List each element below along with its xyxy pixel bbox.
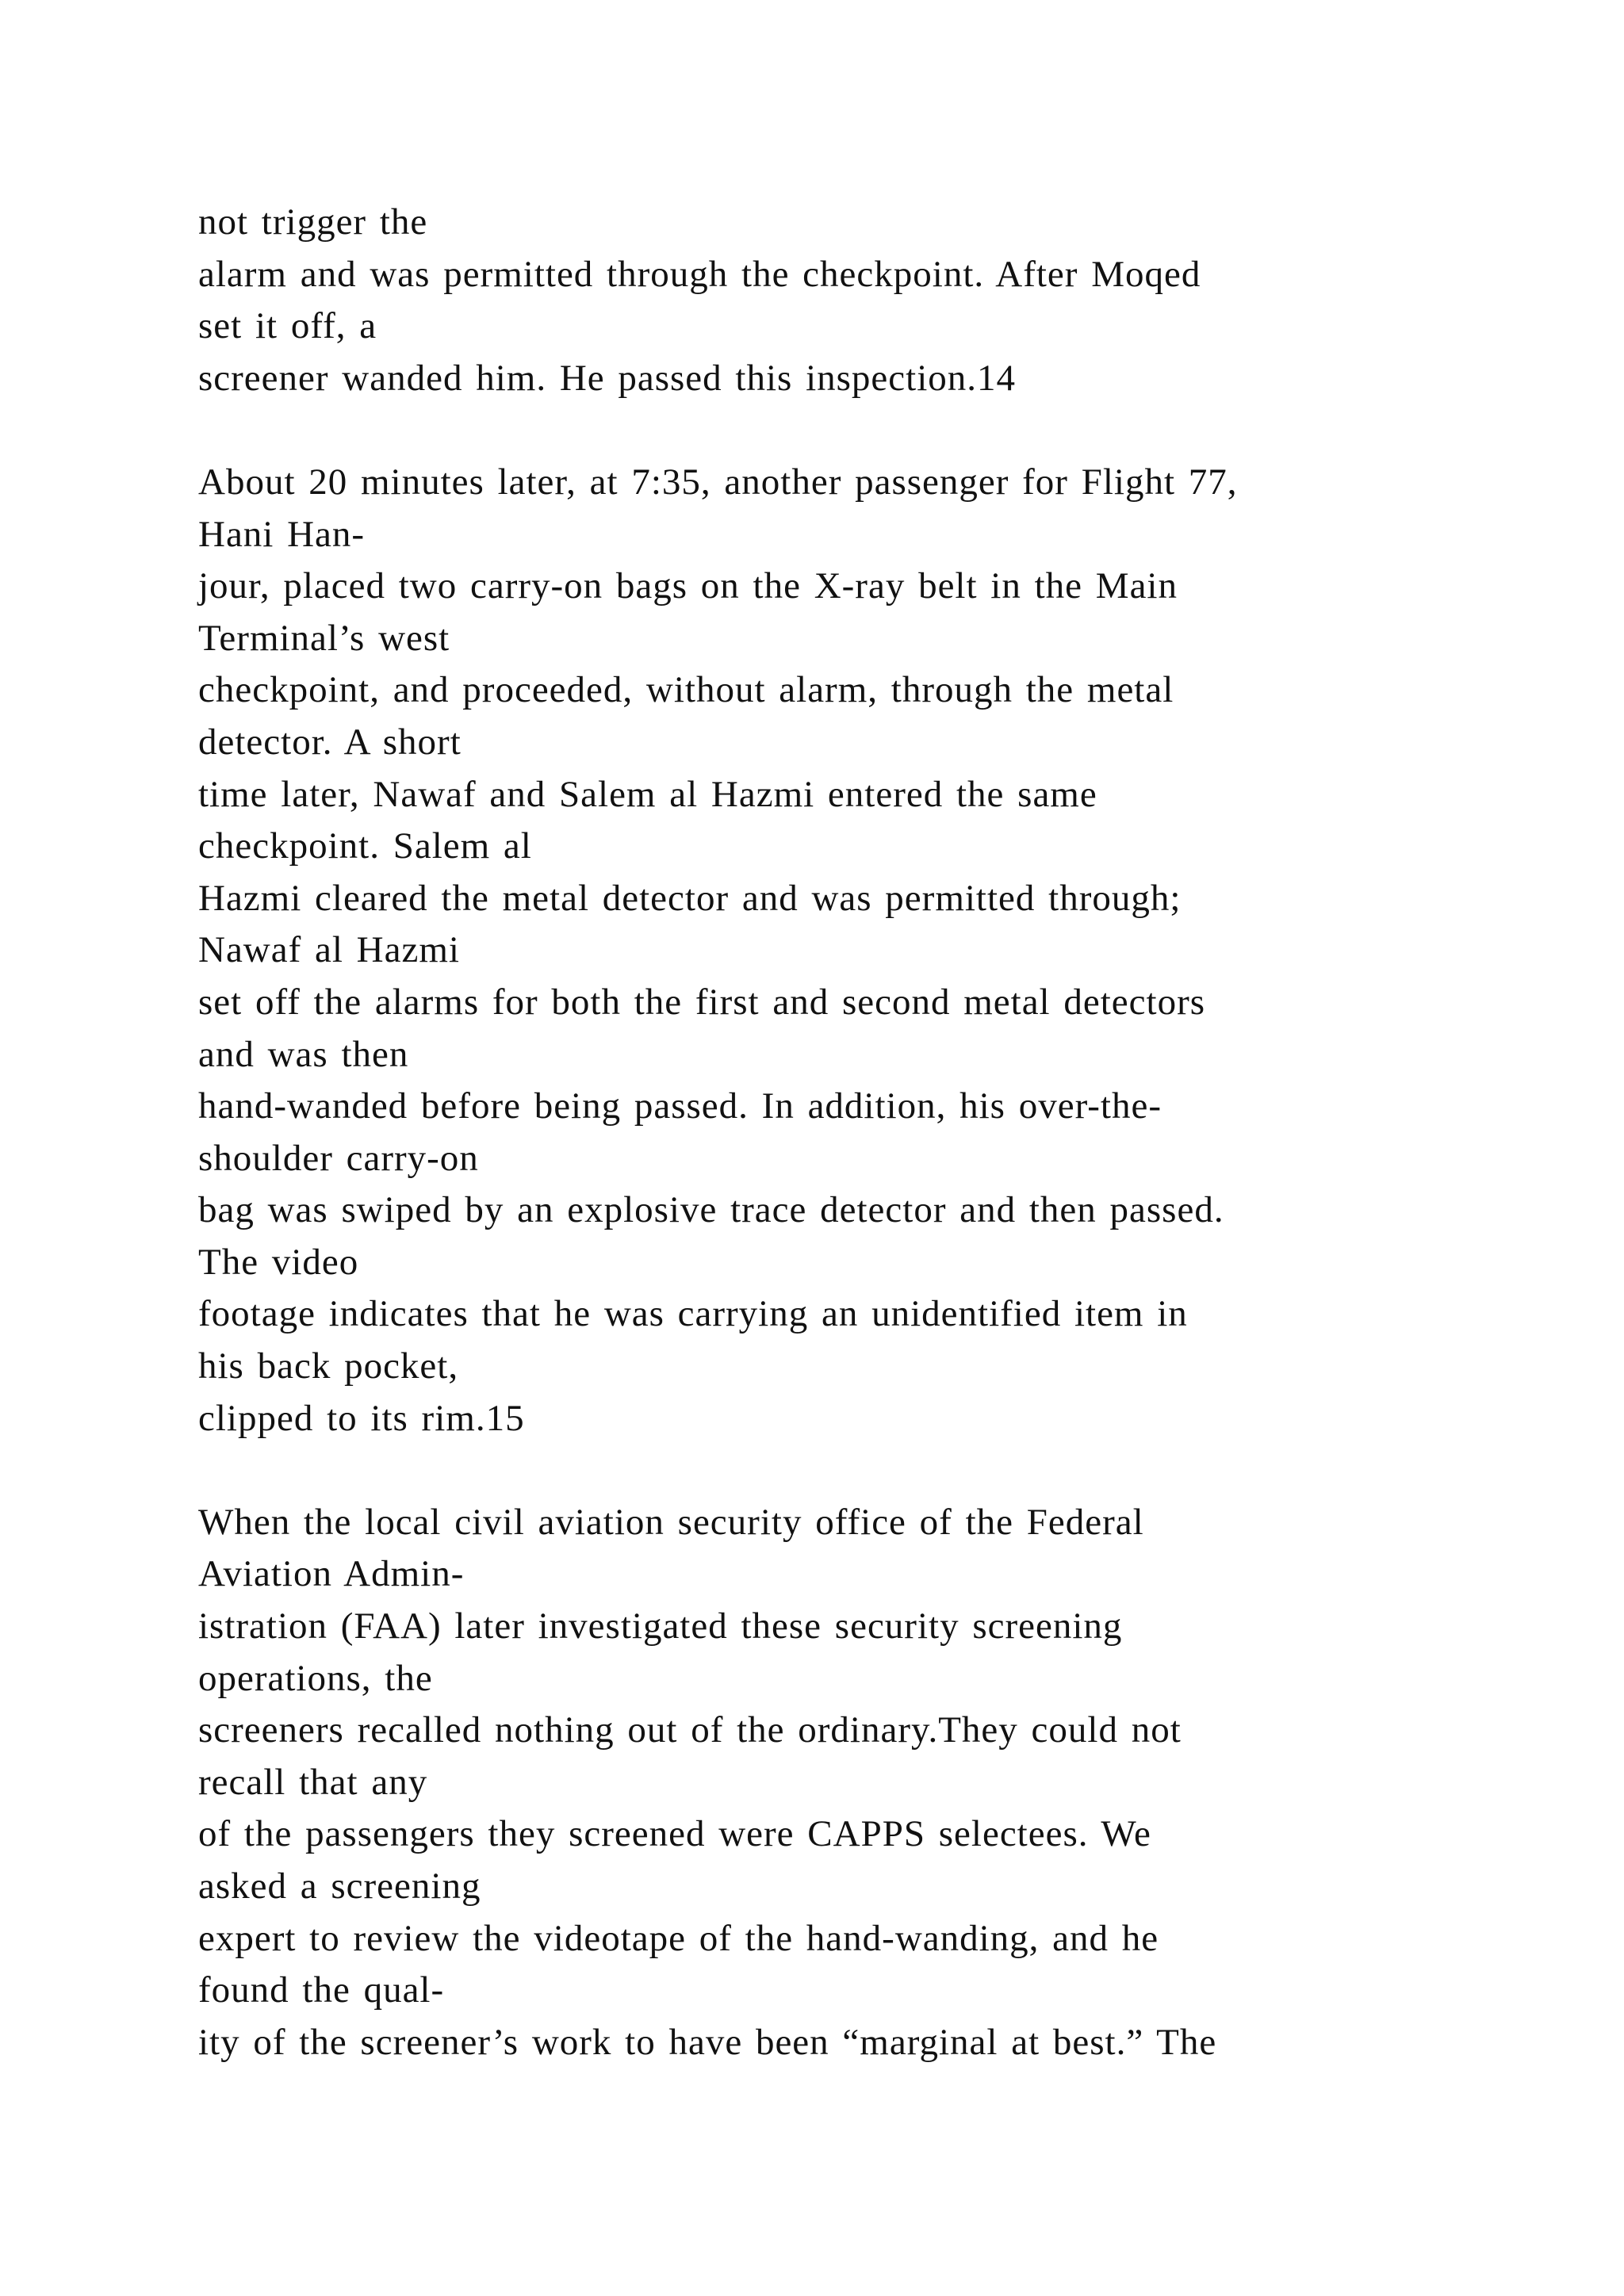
paragraph-gap xyxy=(198,1445,1546,1497)
text-line: alarm and was permitted through the checkpoint. After Moqed xyxy=(198,253,1201,295)
text-line: screeners recalled nothing out of the ordinary.They could not xyxy=(198,1709,1182,1751)
text-line: screener wanded him. He passed this inspection.14 xyxy=(198,357,1017,399)
text-line: his back pocket, xyxy=(198,1345,459,1387)
text-line: checkpoint, and proceeded, without alarm, through the metal xyxy=(198,669,1174,711)
text-line: When the local civil aviation security office of the Federal xyxy=(198,1501,1144,1543)
text-line: ity of the screener’s work to have been “marginal at best.” The xyxy=(198,2021,1217,2063)
text-line: Terminal’s west xyxy=(198,617,450,659)
document-text xyxy=(198,197,1546,2068)
text-line: detector. A short xyxy=(198,721,462,763)
text-line: hand-wanded before being passed. In addition, his over-the- xyxy=(198,1085,1162,1127)
text-line: shoulder carry-on xyxy=(198,1137,479,1179)
paragraph xyxy=(198,1497,1546,2069)
text-line: not trigger the xyxy=(198,201,428,243)
paragraph xyxy=(198,457,1546,1445)
text-line: Hani Han- xyxy=(198,513,366,555)
paragraph-gap xyxy=(198,404,1546,457)
text-line: jour, placed two carry-on bags on the X-ray belt in the Main xyxy=(198,565,1178,607)
text-line: set it off, a xyxy=(198,305,377,347)
text-line: footage indicates that he was carrying an unidentified item in xyxy=(198,1293,1188,1335)
text-line: expert to review the videotape of the hand-wanding, and he xyxy=(198,1917,1159,1959)
text-line: and was then xyxy=(198,1033,409,1075)
text-line: bag was swiped by an explosive trace detector and then passed. xyxy=(198,1189,1224,1231)
text-line: Hazmi cleared the metal detector and was permitted through; xyxy=(198,877,1182,919)
text-line: checkpoint. Salem al xyxy=(198,825,532,867)
text-line: Nawaf al Hazmi xyxy=(198,929,460,971)
text-line: istration (FAA) later investigated these security screening xyxy=(198,1605,1123,1647)
text-line: asked a screening xyxy=(198,1866,481,1907)
text-line: recall that any xyxy=(198,1761,428,1803)
text-line: The video xyxy=(198,1241,359,1283)
text-line: set off the alarms for both the first and second metal detectors xyxy=(198,981,1206,1023)
text-line: of the passengers they screened were CAPPS selectees. We xyxy=(198,1813,1151,1855)
text-line: found the qual- xyxy=(198,1969,445,2011)
text-line: operations, the xyxy=(198,1657,433,1699)
paragraph xyxy=(198,197,1546,404)
text-line: time later, Nawaf and Salem al Hazmi entered the same xyxy=(198,773,1097,815)
text-line: Aviation Admin- xyxy=(198,1553,465,1595)
text-line: clipped to its rim.15 xyxy=(198,1397,525,1439)
text-line: About 20 minutes later, at 7:35, another passenger for Flight 77, xyxy=(198,461,1238,503)
